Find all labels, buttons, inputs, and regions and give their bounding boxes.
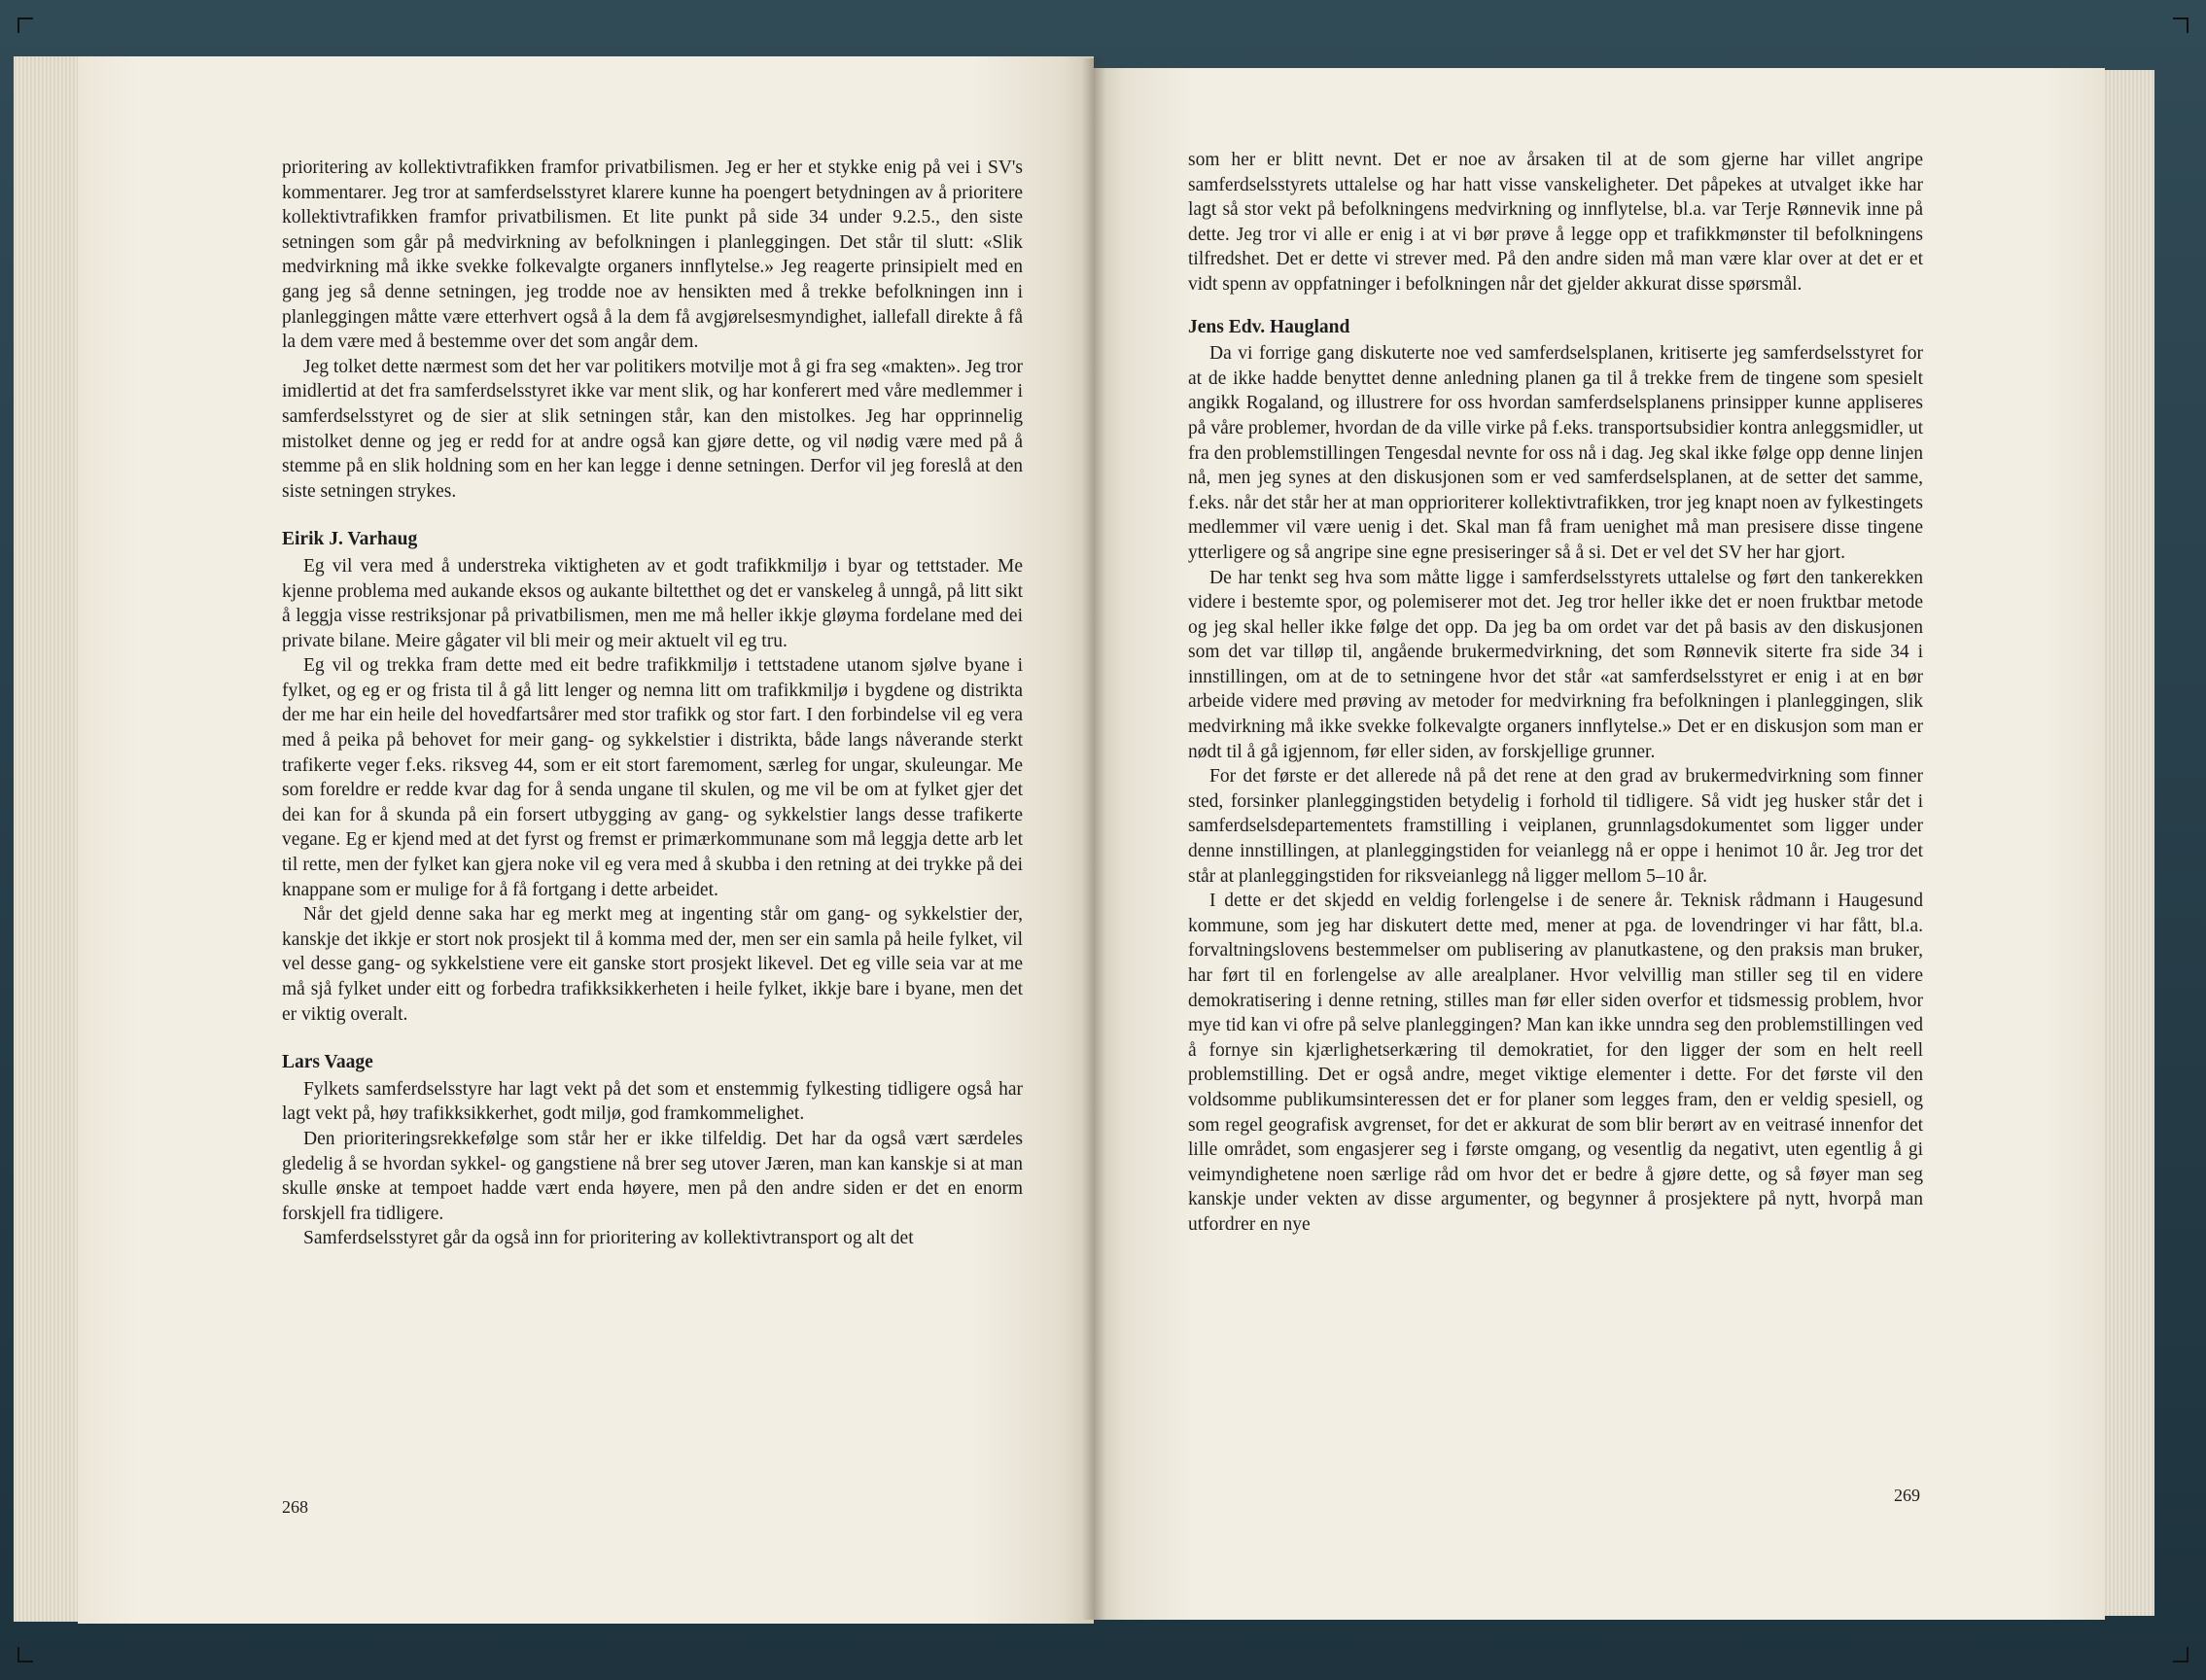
paragraph: Når det gjeld denne saka har eg merkt meg at ingenting står om gang- og sykkelstier der, kanskje det ikkje er stort nok prosjekt til å komma med der, men ser ein samla på heile fylket, vil vel desse gang- og sykkelstiene vere eit ganske stort prosjekt likevel. Det eg ville seia var at me må sjå fylket under eitt og forbedra trafikksikkerheten i heile fylket, ikkje bare i byane, men det er viktig overalt. <box>282 904 1023 1025</box>
paragraph: Eg vil og trekka fram dette med eit bedre trafikkmiljø i tettstadene utanom sjølve byane i fylket, og eg er og frista til å gå litt lenger og nemna litt om trafikkmiljø i bygdene og distrikta der me har ein heile del hovedfartsårer med stor trafikk og stor fart. I den forbindelse vil eg vera med å peika på behovet for meir gang- og sykkelstier i distrikta, både langs nåverande sterkt trafikerte veger f.eks. riksveg 44, som er eit stort faremoment, særleg for ungar, skuleungar. Me som foreldre er redde kvar dag for å senda ungane til skulen, og me vil be om at fylket gjer det dei kan for å skunda på ein forsert utbygging av gang- og sykkelstier langs desse trafikerte vegane. Eg er kjend med at det fyrst og fremst er primærkommunane som må leggja dette arb let til rette, men der fylket kan gjera noke vil eg vera med å skubba i den retning at dei trykke på dei knappane som er mulige for å få fortgang i dette arbeidet. <box>282 655 1023 900</box>
paragraph: Da vi forrige gang diskuterte noe ved samferdselsplanen, kritiserte jeg samferdselsstyret for at de ikke hadde benyttet denne anledning planen ga til å trekke frem de tingene som spesielt angikk Rogaland, og illustrere for oss hvordan samferdselsplanens prinsipper kunne appliseres på våre problemer, hvordan de da ville virke på f.eks. transportsubsidier kontra anleggsmidler, ut fra den problemstillingen Tengesdal nevnte for oss nå i dag. Jeg skal ikke følge opp denne linjen nå, men jeg synes at den diskusjonen som er ved samferdselsplanen, at de setter det samme, f.eks. når det står her at man opprioriterer kollektivtrafikken, tror jeg knapt noen av fylkestingets medlemmer vil være uenig i det. Skal man få fram uenighet må man presisere disse tingene ytterligere og så angripe sine egne presiseringer så å si. Det er vel det SV her har gjort. <box>1188 343 1923 563</box>
scan-corner-mark <box>18 1647 33 1662</box>
paragraph: Den prioriteringsrekkefølge som står her er ikke tilfeldig. Det har da også vært særdeles gledelig å se hvordan sykkel- og gangstiene nå brer seg utover Jæren, man kan kanskje si at man skulle ønske at tempoet hadde vært enda høyere, men på den andre siden er det en enorm forskjell fra tidligere. <box>282 1128 1023 1224</box>
paragraph: Eg vil vera med å understreka viktigheten av et godt trafikkmiljø i byar og tettstader. Me kjenne problema med aukande eksos og aukante biltetthet og det er vanskeleg å unngå, på litt sikt å leggja visse restriksjonar på privatbilismen, men me må heller ikkje gløyma fordelane med dei private bilane. Meire gågater vil bli meir og meir aktuelt vil eg tru. <box>282 555 1023 651</box>
right-page-text <box>1188 148 1923 1238</box>
paragraph: Samferdselsstyret går da også inn for prioritering av kollektivtransport og alt det <box>303 1228 914 1249</box>
paragraph: For det første er det allerede nå på det rene at den grad av brukermedvirkning som finner sted, forsinker planleggingstiden betydelig i forhold til tidligere. Så vidt jeg husker står det i samferdselsdepartementets framstilling i veiplanen, grunnlagsdokumentet som ligger under denne innstillingen, at planleggingstiden for veianlegg nå er oppe i henimot 10 år. Jeg tror det står at planleggingstiden for riksveianlegg nå ligger mellom 5–10 år. <box>1188 766 1923 887</box>
scan-corner-mark <box>2173 1647 2188 1662</box>
left-page-text <box>282 156 1023 1251</box>
paragraph: De har tenkt seg hva som måtte ligge i samferdselsstyrets uttalelse og ført den tankerekken videre i bestemte spor, og polemiserer mot det. Jeg tror heller ikke det er noen fruktbar metode og jeg skal heller ikke følge det opp. Da jeg ba om ordet var det på basis av den diskusjonen som det var tilløp til, angående brukermedvirkning, det som Rønnevik siterte fra side 34 i innstillingen, om at de to setningene hvor det står «at samferdselsstyret er enig i at en bør arbeide videre med prøving av metoder for medvirkning fra befolkningen i planleggingen, slik medvirkning må ikke svekke folkevalgte organers innflytelse.» Det er en diskusjon som man er nødt til å gå igjennom, før eller siden, av forskjellige grunner. <box>1188 567 1923 762</box>
page-number-left: 268 <box>282 1497 308 1517</box>
paragraph: prioritering av kollektivtrafikken framfor privatbilismen. Jeg er her et stykke enig på vei i SV's kommentarer. Jeg tror at samferdselsstyret klarere kunne ha poengert betydningen av å prioritere kollektivtrafikken framfor privatbilismen. Et lite punkt på side 34 under 9.2.5., den siste setningen som går på medvirkning av befolkningen i planleggingen. Det står til slutt: «Slik medvirkning må ikke svekke folkevalgte organers innflytelse.» Jeg reagerte prinsipielt med en gang jeg så denne setningen, jeg trodde noe av hensikten med å trekke befolkningen inn i planleggingen måtte være etterhvert også å la dem få avgjørelsesmyndighet, iallefall direkte å få la dem være med å bestemme over det som angår dem. <box>282 158 1023 353</box>
book-gutter <box>1082 58 1105 1620</box>
page-number-right: 269 <box>1894 1486 1920 1505</box>
paragraph: I dette er det skjedd en veldig forlengelse i de senere år. Teknisk rådmann i Haugesund kommune, som jeg har diskutert dette med, mener at pga. de lovendringer vi har fått, bl.a. forvaltningslovens bestemmelser om publisering av planutkastene, og den praksis man bruker, har ført til en forlengelse av alle arealplaner. Hvor velvillig man stiller seg til en videre demokratisering i denne retning, stilles man før eller siden overfor et tidsmessig problem, hvor mye tid kan vi ofre på selve planleggingen? Man kan ikke unndra seg den problemstillingen ved å fornye sin kjærlighetserkæring til demokratiet, for den ligger der som en helt reell problemstilling. Det er også andre, meget viktige elementer i dette. For det første vil den voldsomme publikumsinteressen det er for planer som legges fram, den er veldig spesiell, og som regel geografisk avgrenset, for det er akkurat de som blir berørt av en veitrasé innenfor det lille området, som engasjerer seg i første omgang, og vesentlig da negativt, uten egentlig å gi veimyndighetene noen særlige råd om hvor det er bedre å gjøre dette, og så føyer man seg kanskje under vekten av disse argumenter, og begynner å prosjektere på nytt, hvorpå man utfordrer en nye <box>1188 891 1923 1235</box>
scan-corner-mark <box>2173 18 2188 33</box>
paragraph: Jeg tolket dette nærmest som det her var politikers motvilje mot å gi fra seg «makten». Jeg tror imidlertid at det fra samferdselsstyret ikke var ment slik, og har konferert med våre medlemmer i samferdselsstyret og de sier at slik setningen står, kan den mistolkes. Jeg har opprinnelig mistolket denne og jeg er redd for at andre også kan gjøre dette, og vil nødig være med på å stemme på en slik holdning som en her kan legge i denne setningen. Derfor vil jeg foreslå at den siste setningen strykes. <box>282 356 1023 502</box>
speaker-name: Lars Vaage <box>282 1052 373 1073</box>
speaker-name: Jens Edv. Haugland <box>1188 316 1350 337</box>
scan-corner-mark <box>18 18 33 33</box>
paragraph: Fylkets samferdselsstyre har lagt vekt på det som et enstemmig fylkesting tidligere også har lagt vekt på, høy trafikksikkerhet, godt miljø, god framkommelighet. <box>282 1078 1023 1125</box>
speaker-name: Eirik J. Varhaug <box>282 529 418 550</box>
paragraph: som her er blitt nevnt. Det er noe av årsaken til at de som gjerne har villet angripe samferdselsstyrets uttalelse og har hatt visse vanskeligheter. Det påpekes at utvalget ikke har lagt så stor vekt på befolkningens medvirkning og innflytelse, bl.a. var Terje Rønnevik inne på dette. Jeg tror vi alle er enig i at vi bør prøve å legge opp et trafikkmønster til befolkningens tilfredshet. Det er dette vi strever med. På den andre siden må man være klar over at det er et vidt spenn av oppfatninger i befolkningen når det gjelder akkurat disse spørsmål. <box>1188 150 1923 295</box>
